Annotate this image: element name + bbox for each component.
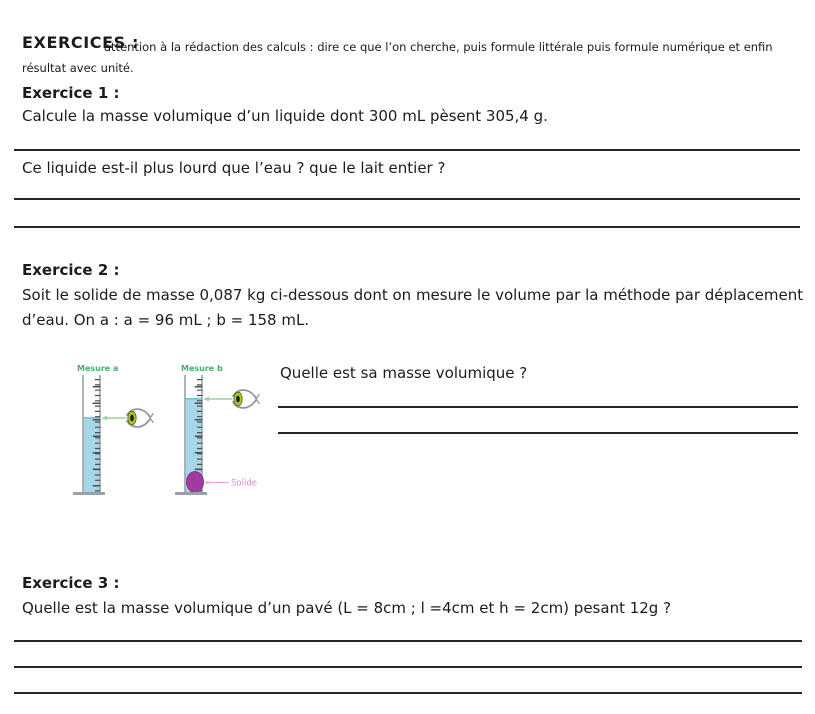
eye-icon — [127, 409, 153, 427]
measure-b-label: Mesure b — [181, 364, 223, 373]
answer-line — [14, 198, 800, 200]
answer-line — [14, 692, 802, 694]
instructions-line1: attention à la rédaction des calculs : dire ce que l’on cherche, puis formule littérale puis formule numérique et enfin — [104, 40, 773, 54]
exercises-heading: EXERCICES : — [22, 33, 139, 52]
answer-line — [14, 226, 800, 228]
cylinder-a-base — [73, 492, 105, 495]
exercise3-title: Exercice 3 : — [22, 574, 120, 592]
exercise1-title: Exercice 1 : — [22, 84, 120, 102]
exercise1-question1: Calcule la masse volumique d’un liquide dont 300 mL pèsent 305,4 g. — [22, 107, 548, 125]
measurement-figure — [60, 352, 270, 504]
answer-line — [14, 666, 802, 668]
solid-label: Solide — [231, 478, 257, 489]
exercise3-question: Quelle est la masse volumique d’un pavé (L = 8cm ; l =4cm et h = 2cm) pesant 12g ? — [22, 599, 672, 617]
solid-object — [187, 472, 204, 493]
exercise2-statement-line1: Soit le solide de masse 0,087 kg ci-dessous dont on mesure le volume par la méthode par déplacement — [22, 286, 804, 304]
answer-line — [14, 149, 800, 151]
exercise2-question: Quelle est sa masse volumique ? — [280, 364, 528, 382]
sight-arrowhead-a — [102, 416, 108, 421]
sight-arrowhead-b — [204, 397, 210, 402]
answer-line — [278, 432, 798, 434]
solid-leader-arrowhead — [204, 481, 209, 485]
exercise1-question2: Ce liquide est-il plus lourd que l’eau ? que le lait entier ? — [22, 159, 446, 177]
instructions-line2: résultat avec unité. — [22, 61, 134, 75]
graduated-cylinder-a — [73, 375, 105, 495]
exercise2-statement-line2: d’eau. On a : a = 96 mL ; b = 158 mL. — [22, 311, 310, 329]
cylinder-b-base — [175, 492, 207, 495]
answer-line — [14, 640, 802, 642]
exercise2-title: Exercice 2 : — [22, 261, 120, 279]
graduated-cylinder-b — [175, 375, 207, 495]
measure-a-label: Mesure a — [77, 364, 119, 373]
answer-line — [278, 406, 798, 408]
eye-icon — [233, 390, 259, 408]
